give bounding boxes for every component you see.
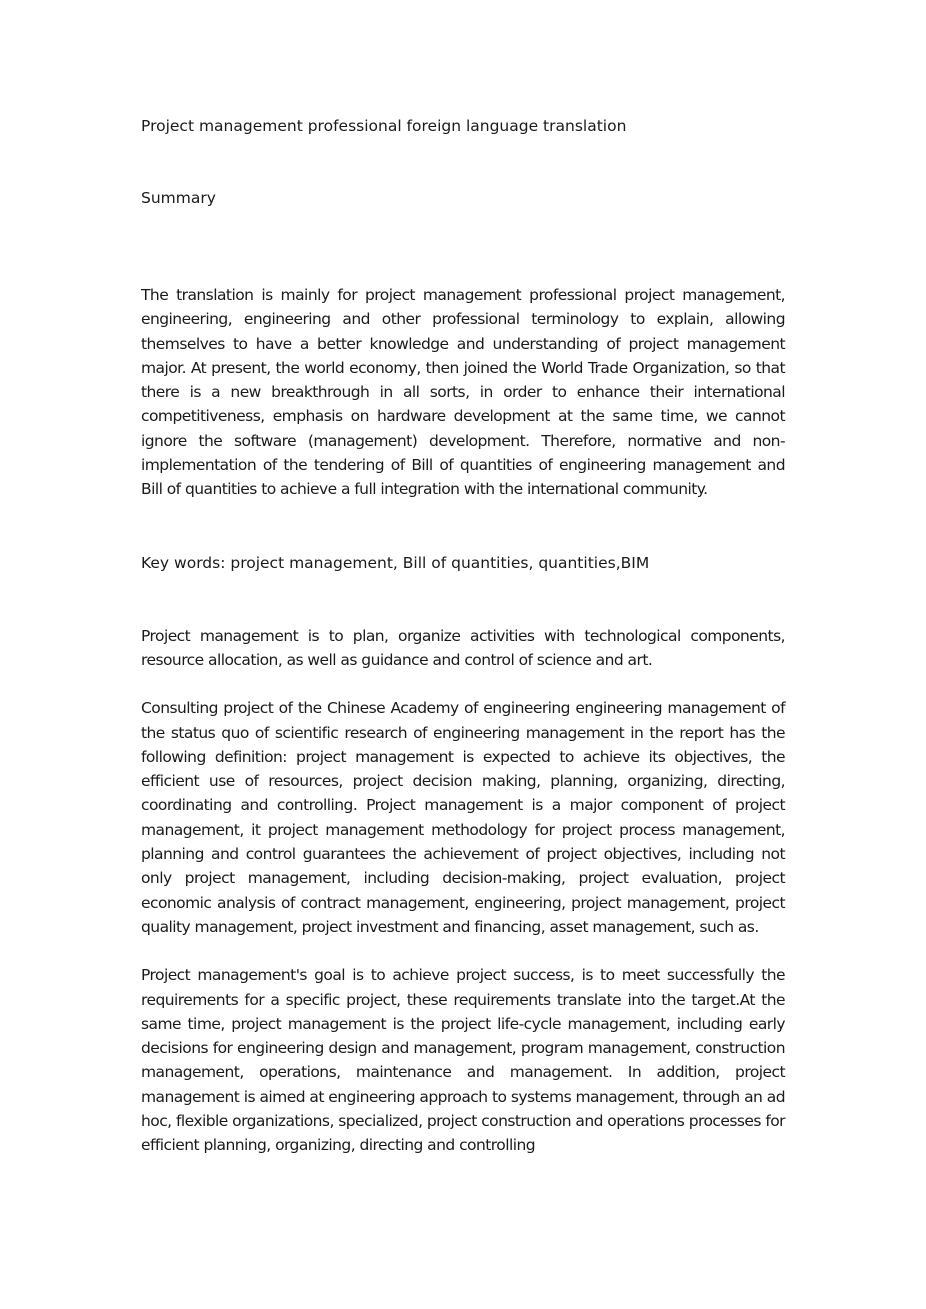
summary-heading: Summary [141,189,216,207]
document-page [141,114,785,1158]
keywords-line: Key words: project management, Bill of quantities, quantities,BIM [141,553,650,572]
body-paragraph-1: Project management is to plan, organize activities with technological components, resource allocation, as well as guidance and control of science and art. [141,626,785,669]
document-title: Project management professional foreign language translation [141,117,627,135]
body-paragraph-3: Project management's goal is to achieve project success, is to meet successfully the requirements for a specific project, these requirements translate into the target.At the same time, project management is the project life-cycle management, including early decisions for engineering design and management, program management, construction management, operations, maintenance and management. In addition, project management is aimed at engineering approach to systems management, through an ad hoc, flexible organizations, specialized, project construction and operations processes for efficient planning, organizing, directing and controlling [141,966,785,1155]
abstract-paragraph: The translation is mainly for project management professional project management, engineering, engineering and other professional terminology to explain, allowing themselves to have a better knowledge and understanding of project management major. At present, the world economy, then joined the World Trade Organization, so that there is a new breakthrough in all sorts, in order to enhance their international competitiveness, emphasis on hardware development at the same time, we cannot ignore the software (management) development. Therefore, normative and non-implementation of the tendering of Bill of quantities of engineering management and Bill of quantities to achieve a full integration with the international community. [141,286,785,499]
body-paragraph-2: Consulting project of the Chinese Academy of engineering engineering management of the status quo of scientific research of engineering management in the report has the following definition: project management is expected to achieve its objectives, the efficient use of resources, project decision making, planning, organizing, directing, coordinating and controlling. Project management is a major component of project management, it project management methodology for project process management, planning and control guarantees the achievement of project objectives, including not only project management, including decision-making, project evaluation, project economic analysis of contract management, engineering, project management, project quality management, project investment and financing, asset management, such as. [141,699,785,936]
